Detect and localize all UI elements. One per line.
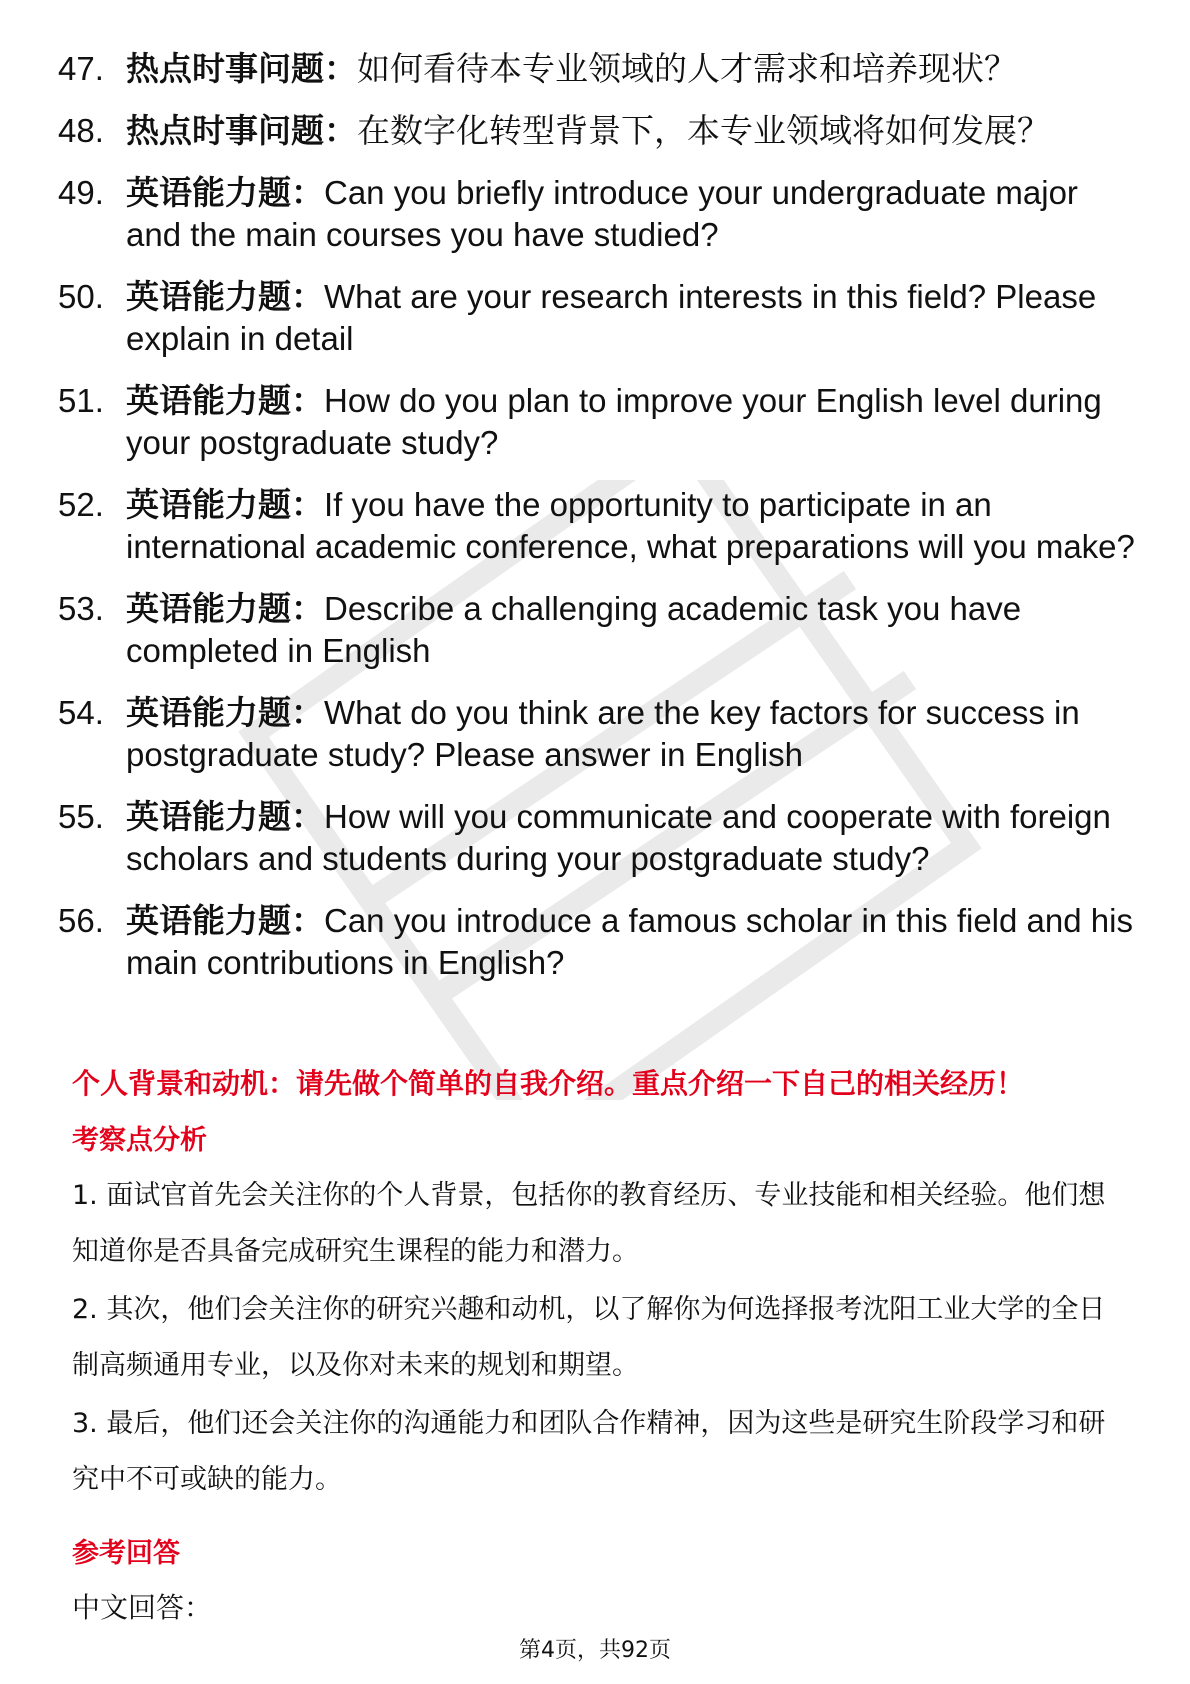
question-text: What are your research interests in this field? Please explain in detail [126, 278, 1097, 357]
question-text: What do you think are the key factors for success in postgraduate study? Please answer in English [126, 694, 1080, 773]
question-number: 54. [58, 694, 104, 731]
question-text: How will you communicate and cooperate with foreign scholars and students during your postgraduate study? [126, 798, 1111, 877]
question-category: 英语能力题： [126, 590, 324, 627]
answer-label: 中文回答： [72, 1591, 213, 1624]
question-body [126, 692, 1138, 776]
page-footer: 第4页，共92页 [519, 1638, 671, 1663]
question-category: 英语能力题： [126, 278, 324, 315]
question-body [126, 588, 1138, 672]
question-number: 49. [58, 174, 104, 211]
question-item [58, 172, 1138, 256]
question-body [126, 276, 1138, 360]
question-text: 如何看待本专业领域的人才需求和培养现状？ [357, 50, 1017, 87]
question-category: 英语能力题： [126, 798, 324, 835]
analysis-item: 3. 最后，他们还会关注你的沟通能力和团队合作精神，因为这些是研究生阶段学习和研究中不可或缺的能力。 [72, 1408, 1106, 1495]
question-text: If you have the opportunity to participate in an international academic conference, what preparations will you make? [126, 486, 1135, 565]
question-number: 51. [58, 382, 104, 419]
reference-heading: 参考回答 [72, 1538, 180, 1569]
question-category: 英语能力题： [126, 174, 324, 211]
analysis-item: 2. 其次，他们会关注你的研究兴趣和动机，以了解你为何选择报考沈阳工业大学的全日制高频通用专业，以及你对未来的规划和期望。 [72, 1294, 1106, 1381]
question-number: 47. [58, 50, 104, 87]
analysis-item: 1. 面试官首先会关注你的个人背景，包括你的教育经历、专业技能和相关经验。他们想知道你是否具备完成研究生课程的能力和潜力。 [72, 1180, 1106, 1267]
question-text: How do you plan to improve your English level during your postgraduate study? [126, 382, 1102, 461]
question-item [58, 588, 1138, 672]
question-number: 48. [58, 112, 104, 149]
analysis-heading: 考察点分析 [72, 1125, 207, 1156]
question-category: 英语能力题： [126, 486, 324, 523]
question-item [58, 796, 1138, 880]
question-category: 热点时事问题： [126, 50, 357, 87]
question-body [126, 110, 1138, 152]
question-list [58, 48, 1138, 1004]
question-number: 53. [58, 590, 104, 627]
question-text: Describe a challenging academic task you have completed in English [126, 590, 1022, 669]
question-item [58, 276, 1138, 360]
question-item [58, 484, 1138, 568]
question-text: 在数字化转型背景下，本专业领域将如何发展？ [357, 112, 1050, 149]
question-number: 56. [58, 902, 104, 939]
question-body [126, 380, 1138, 464]
question-text: Can you introduce a famous scholar in this field and his main contributions in English? [126, 902, 1133, 981]
question-number: 52. [58, 486, 104, 523]
question-item [58, 110, 1138, 152]
question-body [126, 796, 1138, 880]
question-body [126, 900, 1138, 984]
section-title: 个人背景和动机：请先做个简单的自我介绍。重点介绍一下自己的相关经历！ [72, 1067, 1025, 1100]
question-category: 英语能力题： [126, 382, 324, 419]
question-category: 英语能力题： [126, 694, 324, 731]
question-item [58, 48, 1138, 90]
question-category: 英语能力题： [126, 902, 324, 939]
question-number: 50. [58, 278, 104, 315]
question-number: 55. [58, 798, 104, 835]
question-item [58, 900, 1138, 984]
question-item [58, 692, 1138, 776]
question-category: 热点时事问题： [126, 112, 357, 149]
question-body [126, 48, 1138, 90]
question-text: Can you briefly introduce your undergraduate major and the main courses you have studied? [126, 174, 1078, 253]
question-item [58, 380, 1138, 464]
question-body [126, 484, 1138, 568]
question-body [126, 172, 1138, 256]
analysis-list [72, 1168, 1122, 1510]
